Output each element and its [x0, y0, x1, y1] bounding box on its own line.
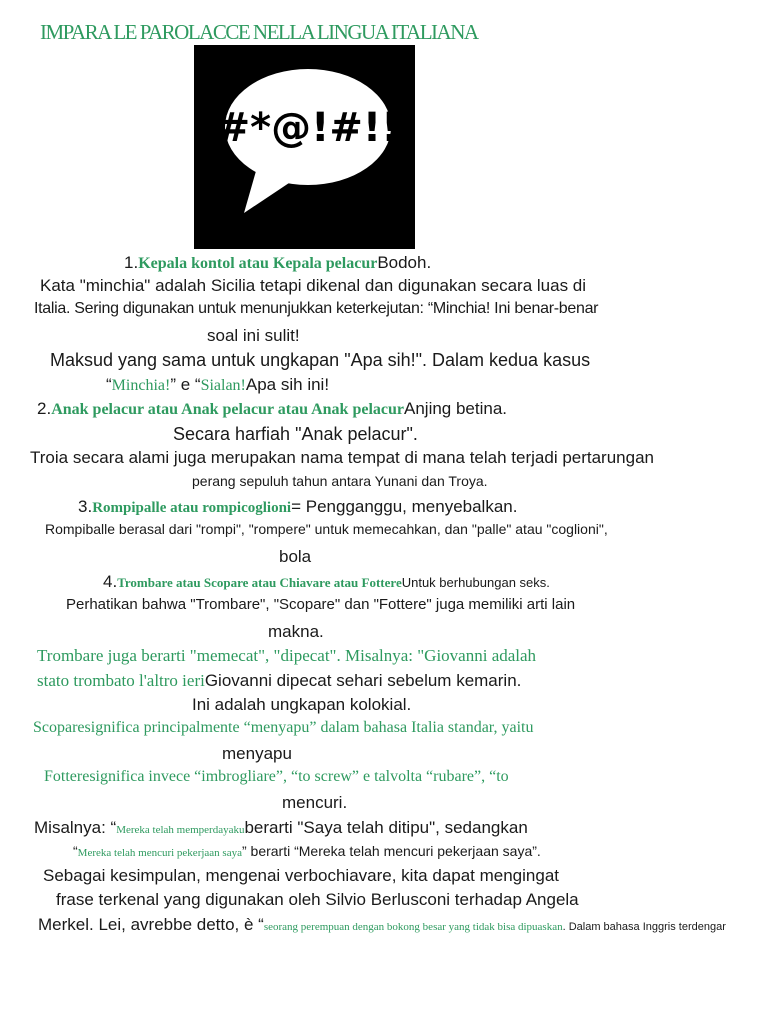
section-4-text-2: makna. [268, 622, 324, 641]
page-title: IMPARA LE PAROLACCE NELLA LINGUA ITALIANA [40, 20, 478, 44]
section-4-text-6: Scoparesignifica principalmente “menyapu” dalam bahasa Italia standar, yaitu [33, 719, 534, 736]
section-1-examples: “Minchia!” e “Sialan!Apa sih ini! [106, 375, 330, 394]
section-1-number: 1. [124, 253, 139, 272]
section-4-number: 4. [103, 572, 118, 591]
example-memperdayaku: Mereka telah memperdayaku [116, 824, 245, 836]
section-3-number: 3. [78, 497, 93, 516]
section-2-text-2: Troia secara alami juga merupakan nama tempat di mana telah terjadi pertarungan [30, 448, 654, 467]
section-2-number: 2. [37, 399, 52, 418]
bubble-text: #*@!#!! [216, 105, 400, 151]
section-1-text-4: Maksud yang sama untuk ungkapan "Apa sih!". Dalam kedua kasus [50, 350, 591, 370]
section-3-heading-line [78, 497, 517, 517]
section-4-text-4: stato trombato l'altro ieriGiovanni dipecat sehari sebelum kemarin. [37, 671, 522, 690]
section-2-meaning: Anjing betina. [404, 399, 508, 418]
section-1-text-2: Italia. Sering digunakan untuk menunjukkan keterkejutan: “Minchia! Ini benar-benar [34, 300, 599, 317]
section-1-heading-line [124, 253, 431, 273]
section-4-meaning: Untuk berhubungan seks. [401, 575, 550, 590]
section-4-text-9: mencuri. [282, 793, 348, 812]
speech-bubble-image [194, 45, 415, 249]
section-1-meaning: Bodoh. [377, 253, 432, 272]
section-4-text-8: Fotteresignifica invece “imbrogliare”, “to screw” e talvolta “rubare”, “to [44, 768, 509, 785]
section-4-heading: Trombare atau Scopare atau Chiavare atau Fottere [117, 575, 402, 590]
ending-text-5: Merkel. Lei, avrebbe detto, è “seorang perempuan dengan bokong besar yang tidak bisa dipuaskan. Dalam bahasa Inggris terdengar [38, 915, 726, 934]
section-3-text-2: bola [279, 547, 312, 566]
section-2-text-3: perang sepuluh tahun antara Yunani dan Troya. [192, 473, 488, 489]
section-4-heading-line [103, 572, 550, 592]
section-4-text-3: Trombare juga berarti "memecat", "dipecat". Misalnya: "Giovanni adalah [37, 646, 537, 665]
example-minchia: Minchia! [111, 377, 171, 394]
example-trombato: stato trombato l'altro ieri [37, 671, 205, 690]
section-1-text-3: soal ini sulit! [207, 326, 300, 345]
example-mencuri-pekerjaan: Mereka telah mencuri pekerjaan saya [77, 847, 242, 859]
section-4-text-1: Perhatikan bahwa "Trombare", "Scopare" dan "Fottere" juga memiliki arti lain [66, 596, 576, 613]
section-3-meaning: = Pengganggu, menyebalkan. [291, 497, 518, 516]
section-3-text-1: Rompiballe berasal dari "rompi", "rompere" untuk memecahkan, dan "palle" atau "coglioni", [45, 521, 608, 537]
section-1-heading: Kepala kontol atau Kepala pelacur [138, 255, 378, 272]
example-quote-berlusconi: seorang perempuan dengan bokong besar yang tidak bisa dipuaskan [263, 921, 563, 933]
section-3-heading: Rompipalle atau rompicoglioni [92, 500, 292, 516]
ending-text-4: frase terkenal yang digunakan oleh Silvio Berlusconi terhadap Angela [56, 890, 579, 909]
ending-text-2: “Mereka telah mencuri pekerjaan saya” berarti “Mereka telah mencuri pekerjaan saya”. [73, 843, 541, 859]
example-sialan: Sialan! [200, 377, 246, 394]
section-2-heading: Anak pelacur atau Anak pelacur atau Anak pelacur [51, 401, 404, 418]
section-4-text-5: Ini adalah ungkapan kolokial. [192, 695, 412, 714]
ending-text-3: Sebagai kesimpulan, mengenai verbochiavare, kita dapat mengingat [43, 866, 559, 885]
section-2-text-1: Secara harfiah "Anak pelacur". [173, 424, 418, 444]
ending-text-1: Misalnya: “Mereka telah memperdayakuberarti "Saya telah ditipu", sedangkan [34, 818, 528, 837]
section-1-text-1: Kata "minchia" adalah Sicilia tetapi dikenal dan digunakan secara luas di [40, 276, 587, 295]
section-4-text-7: menyapu [222, 744, 292, 763]
section-2-heading-line [37, 399, 507, 419]
